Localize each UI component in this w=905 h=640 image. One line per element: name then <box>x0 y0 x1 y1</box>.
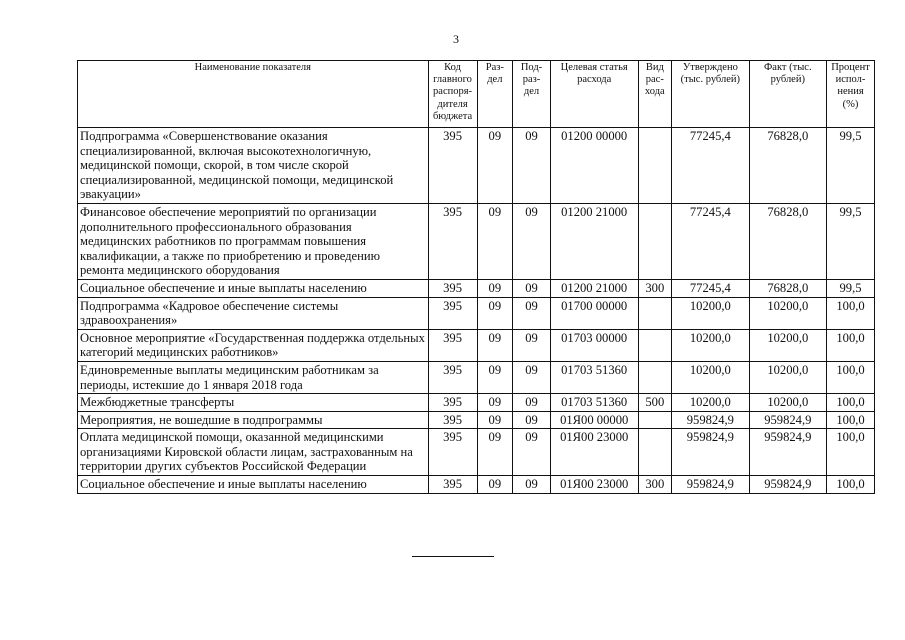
cell-subsection: 09 <box>513 297 551 329</box>
header-indicator-name: Наименование показателя <box>78 61 429 128</box>
cell-indicator-name: Социальное обеспечение и иные выплаты населению <box>78 476 429 494</box>
cell-target-article: 01703 51360 <box>550 361 638 393</box>
cell-target-article: 01700 00000 <box>550 297 638 329</box>
cell-percent: 100,0 <box>827 329 875 361</box>
cell-indicator-name: Мероприятия, не вошедшие в подпрограммы <box>78 411 429 429</box>
cell-subsection: 09 <box>513 203 551 279</box>
cell-target-article: 01703 00000 <box>550 329 638 361</box>
header-row <box>78 61 875 128</box>
cell-expense-type <box>638 361 672 393</box>
table-header <box>78 61 875 128</box>
cell-expense-type: 500 <box>638 394 672 412</box>
budget-execution-table <box>77 60 875 494</box>
cell-expense-type: 300 <box>638 279 672 297</box>
cell-target-article: 01200 21000 <box>550 203 638 279</box>
cell-approved: 959824,9 <box>672 411 749 429</box>
cell-target-article: 01Я00 00000 <box>550 411 638 429</box>
cell-approved: 10200,0 <box>672 297 749 329</box>
cell-indicator-name: Основное мероприятие «Государственная поддержка отдельных категорий медицинских работников» <box>78 329 429 361</box>
cell-expense-type <box>638 429 672 476</box>
cell-admin-code: 395 <box>428 476 477 494</box>
cell-approved: 959824,9 <box>672 476 749 494</box>
cell-subsection: 09 <box>513 361 551 393</box>
cell-subsection: 09 <box>513 128 551 204</box>
cell-percent: 100,0 <box>827 394 875 412</box>
cell-section: 09 <box>477 203 513 279</box>
cell-admin-code: 395 <box>428 297 477 329</box>
cell-section: 09 <box>477 361 513 393</box>
table-body <box>78 128 875 494</box>
cell-subsection: 09 <box>513 329 551 361</box>
header-target-article: Целевая статья расхода <box>550 61 638 128</box>
header-execution-percent: Процент испол-нения (%) <box>827 61 875 128</box>
cell-percent: 99,5 <box>827 279 875 297</box>
cell-subsection: 09 <box>513 476 551 494</box>
table-row <box>78 297 875 329</box>
cell-section: 09 <box>477 476 513 494</box>
cell-admin-code: 395 <box>428 394 477 412</box>
cell-section: 09 <box>477 411 513 429</box>
cell-section: 09 <box>477 329 513 361</box>
cell-indicator-name: Подпрограмма «Кадровое обеспечение системы здравоохранения» <box>78 297 429 329</box>
cell-admin-code: 395 <box>428 203 477 279</box>
cell-expense-type <box>638 297 672 329</box>
header-actual: Факт (тыс. рублей) <box>749 61 826 128</box>
cell-admin-code: 395 <box>428 411 477 429</box>
cell-approved: 77245,4 <box>672 279 749 297</box>
cell-indicator-name: Межбюджетные трансферты <box>78 394 429 412</box>
cell-subsection: 09 <box>513 394 551 412</box>
cell-percent: 100,0 <box>827 411 875 429</box>
cell-percent: 100,0 <box>827 429 875 476</box>
header-chief-administrator-code: Код главного распоря-дителя бюджета <box>428 61 477 128</box>
cell-actual: 10200,0 <box>749 329 826 361</box>
cell-target-article: 01200 00000 <box>550 128 638 204</box>
cell-admin-code: 395 <box>428 128 477 204</box>
cell-admin-code: 395 <box>428 429 477 476</box>
cell-subsection: 09 <box>513 429 551 476</box>
cell-actual: 959824,9 <box>749 429 826 476</box>
cell-approved: 10200,0 <box>672 361 749 393</box>
header-expense-type: Вид рас-хода <box>638 61 672 128</box>
cell-target-article: 01Я00 23000 <box>550 429 638 476</box>
cell-actual: 10200,0 <box>749 394 826 412</box>
cell-percent: 100,0 <box>827 297 875 329</box>
page-number: 3 <box>453 32 459 46</box>
cell-indicator-name: Оплата медицинской помощи, оказанной медицинскими организациями Кировской области лицам, застрахованным на территории других субъектов Российской Федерации <box>78 429 429 476</box>
cell-indicator-name: Подпрограмма «Совершенствование оказания специализированной, включая высокотехнологичную, медицинской помощи, скорой, в том числе скорой специализированной, медицинской помощи, медицинской эвакуации» <box>78 128 429 204</box>
cell-approved: 10200,0 <box>672 394 749 412</box>
cell-approved: 959824,9 <box>672 429 749 476</box>
cell-indicator-name: Финансовое обеспечение мероприятий по организации дополнительного профессионального образования медицинских работников по программам повышения квалификации, а также по приобретению и проведению ремонта медицинского оборудования <box>78 203 429 279</box>
table-row <box>78 279 875 297</box>
cell-expense-type <box>638 411 672 429</box>
header-approved: Утверждено (тыс. рублей) <box>672 61 749 128</box>
cell-actual: 959824,9 <box>749 411 826 429</box>
cell-expense-type: 300 <box>638 476 672 494</box>
table-row <box>78 203 875 279</box>
table-row <box>78 394 875 412</box>
cell-actual: 959824,9 <box>749 476 826 494</box>
cell-admin-code: 395 <box>428 279 477 297</box>
cell-percent: 99,5 <box>827 128 875 204</box>
cell-percent: 100,0 <box>827 361 875 393</box>
cell-section: 09 <box>477 279 513 297</box>
cell-section: 09 <box>477 297 513 329</box>
cell-admin-code: 395 <box>428 329 477 361</box>
cell-indicator-name: Единовременные выплаты медицинским работникам за периоды, истекшие до 1 января 2018 года <box>78 361 429 393</box>
cell-expense-type <box>638 128 672 204</box>
cell-subsection: 09 <box>513 411 551 429</box>
cell-approved: 77245,4 <box>672 128 749 204</box>
header-subsection: Под-раз-дел <box>513 61 551 128</box>
table-row <box>78 329 875 361</box>
cell-indicator-name: Социальное обеспечение и иные выплаты населению <box>78 279 429 297</box>
cell-target-article: 01Я00 23000 <box>550 476 638 494</box>
table-row <box>78 128 875 204</box>
cell-percent: 99,5 <box>827 203 875 279</box>
cell-admin-code: 395 <box>428 361 477 393</box>
cell-approved: 10200,0 <box>672 329 749 361</box>
footer-divider <box>412 556 494 557</box>
table-row <box>78 429 875 476</box>
cell-section: 09 <box>477 429 513 476</box>
cell-actual: 76828,0 <box>749 128 826 204</box>
cell-section: 09 <box>477 128 513 204</box>
cell-section: 09 <box>477 394 513 412</box>
cell-approved: 77245,4 <box>672 203 749 279</box>
cell-actual: 10200,0 <box>749 297 826 329</box>
cell-expense-type <box>638 329 672 361</box>
table-row <box>78 476 875 494</box>
cell-actual: 76828,0 <box>749 203 826 279</box>
header-section: Раз-дел <box>477 61 513 128</box>
table-row <box>78 411 875 429</box>
cell-expense-type <box>638 203 672 279</box>
cell-subsection: 09 <box>513 279 551 297</box>
cell-target-article: 01703 51360 <box>550 394 638 412</box>
cell-percent: 100,0 <box>827 476 875 494</box>
cell-target-article: 01200 21000 <box>550 279 638 297</box>
cell-actual: 10200,0 <box>749 361 826 393</box>
table-row <box>78 361 875 393</box>
cell-actual: 76828,0 <box>749 279 826 297</box>
